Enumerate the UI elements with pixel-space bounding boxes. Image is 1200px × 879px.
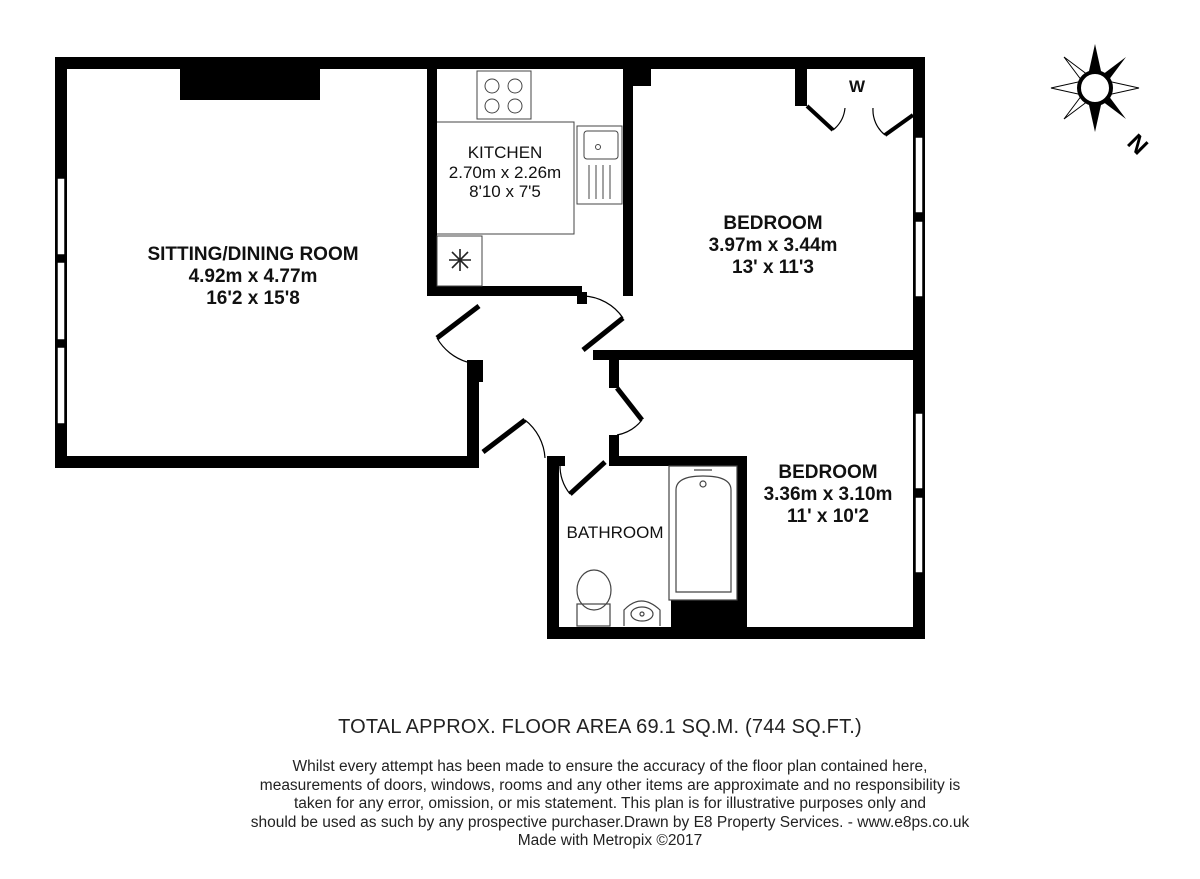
total-floor-area: TOTAL APPROX. FLOOR AREA 69.1 SQ.M. (744 SQ.FT.) xyxy=(338,716,862,738)
disclaimer-line: measurements of doors, windows, rooms and any other items are approximate and no responsibility is xyxy=(259,776,961,794)
room-metric: 3.97m x 3.44m xyxy=(708,234,838,256)
room-label-sitting xyxy=(108,244,398,310)
room-metric: 4.92m x 4.77m xyxy=(188,265,318,287)
room-imperial: 13' x 11'3 xyxy=(732,256,814,278)
room-name: BEDROOM xyxy=(778,462,878,483)
disclaimer xyxy=(75,758,1145,851)
room-imperial: 11' x 10'2 xyxy=(787,505,869,527)
room-label-wardrobe: W xyxy=(848,77,866,96)
room-imperial: 8'10 x 7'5 xyxy=(469,182,541,202)
room-label-kitchen xyxy=(420,143,590,202)
room-label-bedroom-2 xyxy=(723,462,933,528)
toilet-icon xyxy=(577,570,611,626)
room-name: BEDROOM xyxy=(723,213,823,234)
room-label-bedroom-1 xyxy=(668,213,878,279)
compass-north-label: N xyxy=(1121,128,1154,161)
compass-rose-icon xyxy=(1051,44,1139,132)
disclaimer-line: should be used as such by any prospective purchaser.Drawn by E8 Property Services. - www.e8ps.co.uk xyxy=(250,813,970,831)
hob-icon xyxy=(477,71,531,119)
snowflake-icon xyxy=(449,249,471,271)
room-name: SITTING/DINING ROOM xyxy=(147,244,359,265)
disclaimer-line: Whilst every attempt has been made to ensure the accuracy of the floor plan contained here, xyxy=(292,758,928,775)
room-name: KITCHEN xyxy=(467,143,543,162)
room-metric: 2.70m x 2.26m xyxy=(448,162,562,182)
room-metric: 3.36m x 3.10m xyxy=(763,483,893,505)
room-imperial: 16'2 x 15'8 xyxy=(206,287,300,309)
room-label-bathroom: BATHROOM xyxy=(566,523,664,542)
disclaimer-line: taken for any error, omission, or mis statement. This plan is for illustrative purposes only and xyxy=(293,795,927,812)
basin-icon xyxy=(624,601,660,626)
disclaimer-line: Made with Metropix ©2017 xyxy=(517,832,703,849)
